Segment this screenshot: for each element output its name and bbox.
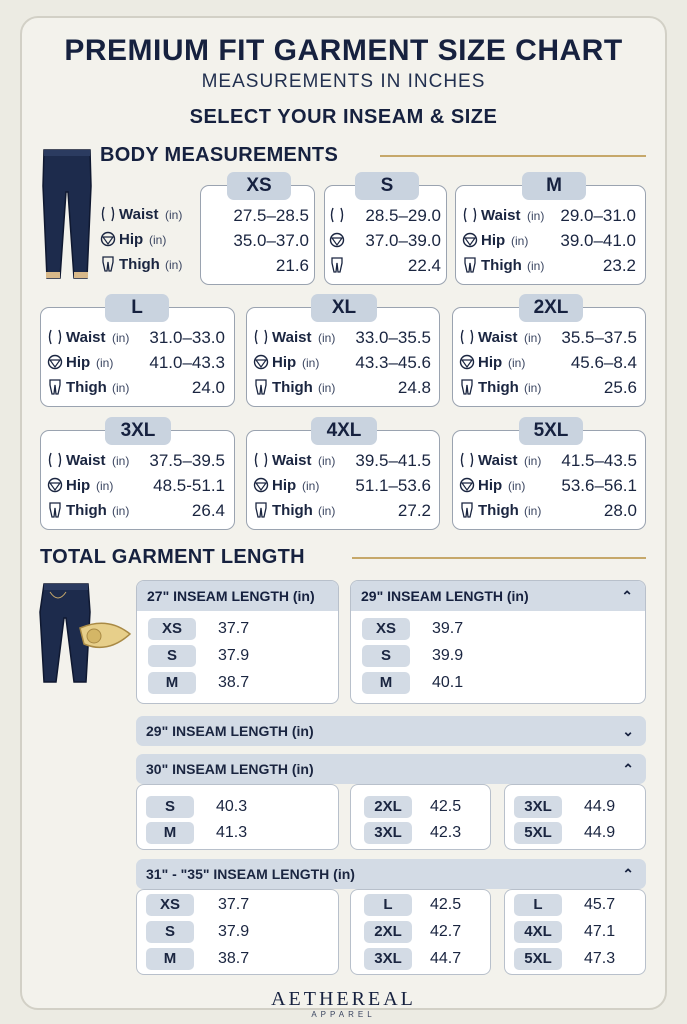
hip-label: Hip [272, 354, 297, 371]
unit-label: (in) [112, 331, 130, 345]
length-value: 38.7 [218, 674, 250, 691]
unit-label: (in) [508, 479, 526, 493]
thigh-icon [459, 502, 475, 518]
size-card-2xl[interactable] [452, 297, 646, 407]
thigh-label: Thigh [478, 502, 519, 519]
waist-icon [459, 452, 475, 468]
hip-icon [329, 232, 345, 248]
length-value: 42.7 [430, 923, 462, 940]
hip-icon [253, 477, 269, 493]
waist-label: Waist [66, 452, 106, 469]
size-tab[interactable]: XS [227, 172, 291, 200]
size-pill[interactable]: 2XL [364, 796, 412, 818]
unit-label: (in) [149, 233, 167, 247]
unit-label: (in) [524, 454, 542, 468]
page-title: PREMIUM FIT GARMENT SIZE CHART [64, 34, 623, 67]
thigh-value: 28.0 [603, 501, 637, 520]
waist-label: Waist [272, 329, 312, 346]
waist-icon [47, 329, 63, 345]
length-value: 42.5 [430, 896, 462, 913]
waist-row [41, 449, 234, 473]
unit-label: (in) [112, 454, 130, 468]
size-tab[interactable]: 2XL [519, 294, 583, 322]
hip-icon [47, 354, 63, 370]
hip-label: Hip [66, 354, 91, 371]
size-pill[interactable]: M [362, 672, 410, 694]
xs-waist-legend [100, 203, 198, 227]
waist-icon [47, 452, 63, 468]
thigh-value: 27.2 [397, 501, 431, 520]
chevron-up-icon[interactable]: ⌃ [621, 588, 633, 604]
hip-row [247, 474, 439, 498]
waist-row [201, 204, 314, 228]
thigh-row [453, 376, 645, 400]
length-value: 40.1 [432, 674, 464, 691]
length-value: 40.3 [216, 798, 248, 815]
hip-label: Hip [119, 231, 144, 248]
unit-label: (in) [318, 381, 336, 395]
hip-label: Hip [478, 354, 503, 371]
size-pill[interactable]: XS [148, 618, 196, 640]
hip-row [41, 351, 234, 375]
waist-value: 35.5–37.5 [561, 328, 637, 347]
unit-label: (in) [165, 258, 183, 272]
leggings-icon [38, 146, 96, 282]
waist-icon [100, 206, 116, 222]
chevron-up-icon[interactable]: ⌃ [622, 866, 634, 882]
hip-value: 37.0–39.0 [365, 231, 441, 250]
unit-label: (in) [302, 479, 320, 493]
chevron-up-icon[interactable]: ⌃ [622, 761, 634, 777]
size-pill[interactable]: XS [362, 618, 410, 640]
size-pill[interactable]: 3XL [364, 822, 412, 844]
size-pill[interactable]: S [362, 645, 410, 667]
size-pill[interactable]: M [146, 948, 194, 970]
thigh-icon [47, 379, 63, 395]
length-value: 47.3 [584, 950, 616, 967]
length-value: 42.3 [430, 824, 462, 841]
size-pill[interactable]: 4XL [514, 921, 562, 943]
page-subtitle: MEASUREMENTS IN INCHES [201, 71, 486, 92]
hip-icon [459, 354, 475, 370]
inseam-29-label: 29" INSEAM LENGTH (in) [361, 588, 529, 604]
size-card-xs[interactable] [200, 175, 315, 285]
size-pill[interactable]: XS [146, 894, 194, 916]
size-pill[interactable]: S [148, 645, 196, 667]
hip-row [201, 229, 314, 253]
thigh-value: 22.4 [407, 256, 441, 275]
thigh-label: Thigh [66, 502, 107, 519]
hip-value: 35.0–37.0 [233, 231, 309, 250]
size-pill[interactable]: 2XL [364, 921, 412, 943]
thigh-value: 21.6 [275, 256, 309, 275]
size-tab[interactable]: S [355, 172, 419, 200]
thigh-row [247, 376, 439, 400]
thigh-label: Thigh [478, 379, 519, 396]
thigh-row [41, 499, 234, 523]
unit-label: (in) [527, 209, 545, 223]
size-tab[interactable]: L [105, 294, 169, 322]
length-value: 42.5 [430, 798, 462, 815]
size-pill[interactable]: L [364, 894, 412, 916]
hip-row [41, 474, 234, 498]
size-pill[interactable]: S [146, 796, 194, 818]
thigh-icon [329, 257, 345, 273]
divider [352, 557, 646, 559]
waist-row [325, 204, 446, 228]
size-tab[interactable]: 3XL [105, 417, 171, 445]
unit-label: (in) [112, 381, 130, 395]
jeans-tape-icon [38, 582, 134, 686]
waist-icon [462, 207, 478, 223]
unit-label: (in) [508, 356, 526, 370]
waist-value: 33.0–35.5 [355, 328, 431, 347]
waist-value: 28.5–29.0 [365, 206, 441, 225]
hip-value: 51.1–53.6 [355, 476, 431, 495]
waist-label: Waist [478, 329, 518, 346]
waist-label: Waist [272, 452, 312, 469]
size-pill[interactable]: 5XL [514, 948, 562, 970]
waist-icon [459, 329, 475, 345]
hip-value: 39.0–41.0 [560, 231, 636, 250]
hip-value: 43.3–45.6 [355, 353, 431, 372]
waist-label: Waist [481, 207, 521, 224]
hip-icon [100, 231, 116, 247]
size-card-3xl[interactable] [40, 420, 235, 530]
thigh-row [456, 254, 645, 278]
hip-row [456, 229, 645, 253]
waist-label: Waist [119, 206, 159, 223]
unit-label: (in) [524, 504, 542, 518]
xs-thigh-legend [100, 253, 198, 277]
divider [380, 155, 646, 157]
waist-row [453, 449, 645, 473]
chevron-down-icon[interactable]: ⌄ [622, 723, 634, 739]
thigh-label: Thigh [119, 256, 160, 273]
hip-row [325, 229, 446, 253]
size-card-5xl[interactable] [452, 420, 646, 530]
waist-value: 37.5–39.5 [149, 451, 225, 470]
size-pill[interactable]: M [148, 672, 196, 694]
unit-label: (in) [524, 331, 542, 345]
hip-value: 45.6–8.4 [570, 353, 637, 372]
waist-row [247, 449, 439, 473]
thigh-icon [47, 502, 63, 518]
hip-value: 41.0–43.3 [149, 353, 225, 372]
length-value: 44.9 [584, 798, 616, 815]
unit-label: (in) [112, 504, 130, 518]
thigh-value: 24.8 [397, 378, 431, 397]
body-measurements-heading: BODY MEASUREMENTS [100, 144, 339, 166]
unit-label: (in) [302, 356, 320, 370]
unit-label: (in) [527, 259, 545, 273]
waist-row [456, 204, 645, 228]
thigh-icon [459, 379, 475, 395]
size-pill[interactable]: S [146, 921, 194, 943]
unit-label: (in) [318, 504, 336, 518]
length-value: 39.9 [432, 647, 464, 664]
hip-row [453, 351, 645, 375]
inseam-29-title[interactable] [351, 581, 645, 611]
thigh-row [41, 376, 234, 400]
size-tab[interactable]: M [522, 172, 586, 200]
garment-length-heading: TOTAL GARMENT LENGTH [40, 546, 305, 568]
waist-icon [253, 452, 269, 468]
thigh-label: Thigh [481, 257, 522, 274]
size-card-xl[interactable] [246, 297, 440, 407]
thigh-label: Thigh [272, 379, 313, 396]
unit-label: (in) [318, 331, 336, 345]
thigh-row [325, 254, 446, 278]
waist-value: 27.5–28.5 [233, 206, 309, 225]
waist-row [41, 326, 234, 350]
size-pill[interactable]: 3XL [514, 796, 562, 818]
length-value: 45.7 [584, 896, 616, 913]
hip-icon [253, 354, 269, 370]
length-value: 44.9 [584, 824, 616, 841]
unit-label: (in) [96, 356, 114, 370]
unit-label: (in) [96, 479, 114, 493]
size-pill[interactable]: 5XL [514, 822, 562, 844]
hip-row [247, 351, 439, 375]
hip-icon [47, 477, 63, 493]
inseam-30-label: 30" INSEAM LENGTH (in) [146, 761, 314, 777]
length-value: 37.9 [218, 647, 250, 664]
thigh-icon [100, 256, 116, 272]
inseam-31-35-label: 31" - "35" INSEAM LENGTH (in) [146, 866, 355, 882]
waist-value: 29.0–31.0 [560, 206, 636, 225]
length-value: 39.7 [432, 620, 464, 637]
thigh-label: Thigh [66, 379, 107, 396]
waist-label: Waist [66, 329, 106, 346]
hip-label: Hip [272, 477, 297, 494]
waist-row [453, 326, 645, 350]
hip-row [453, 474, 645, 498]
inseam-30-bar[interactable] [136, 754, 646, 784]
thigh-row [453, 499, 645, 523]
thigh-row [247, 499, 439, 523]
waist-label: Waist [478, 452, 518, 469]
waist-value: 31.0–33.0 [149, 328, 225, 347]
length-value: 41.3 [216, 824, 248, 841]
unit-label: (in) [524, 381, 542, 395]
inseam-27-title: 27" INSEAM LENGTH (in) [137, 581, 338, 611]
brand-logo: AETHEREAL [271, 988, 416, 1010]
thigh-value: 24.0 [191, 378, 225, 397]
length-value: 47.1 [584, 923, 616, 940]
hip-value: 48.5-51.1 [153, 476, 225, 495]
select-instruction: SELECT YOUR INSEAM & SIZE [189, 106, 498, 128]
thigh-icon [253, 379, 269, 395]
length-value: 44.7 [430, 950, 462, 967]
length-value: 37.7 [218, 620, 250, 637]
size-card-s[interactable] [324, 175, 447, 285]
inseam-29-collapsed-bar[interactable] [136, 716, 646, 746]
size-card-4xl[interactable] [246, 420, 440, 530]
xs-hip-legend [100, 228, 198, 252]
thigh-label: Thigh [272, 502, 313, 519]
length-value: 38.7 [218, 950, 250, 967]
waist-row [247, 326, 439, 350]
thigh-value: 23.2 [602, 256, 636, 275]
hip-label: Hip [481, 232, 506, 249]
hip-label: Hip [478, 477, 503, 494]
waist-value: 39.5–41.5 [355, 451, 431, 470]
size-tab[interactable]: 5XL [519, 417, 583, 445]
thigh-icon [462, 257, 478, 273]
size-pill[interactable]: L [514, 894, 562, 916]
unit-label: (in) [318, 454, 336, 468]
brand-subtitle: APPAREL [311, 1010, 376, 1019]
size-card-m[interactable] [455, 175, 646, 285]
waist-icon [253, 329, 269, 345]
size-card-l[interactable] [40, 297, 235, 407]
hip-icon [459, 477, 475, 493]
thigh-icon [253, 502, 269, 518]
size-tab[interactable]: 4XL [311, 417, 377, 445]
length-value: 37.9 [218, 923, 250, 940]
length-value: 37.7 [218, 896, 250, 913]
size-pill[interactable]: 3XL [364, 948, 412, 970]
waist-icon [329, 207, 345, 223]
waist-value: 41.5–43.5 [561, 451, 637, 470]
size-tab[interactable]: XL [311, 294, 377, 322]
unit-label: (in) [165, 208, 183, 222]
thigh-value: 26.4 [191, 501, 225, 520]
hip-icon [462, 232, 478, 248]
hip-value: 53.6–56.1 [561, 476, 637, 495]
hip-label: Hip [66, 477, 91, 494]
size-pill[interactable]: M [146, 822, 194, 844]
inseam-29-bar-label: 29" INSEAM LENGTH (in) [146, 723, 314, 739]
thigh-value: 25.6 [603, 378, 637, 397]
unit-label: (in) [511, 234, 529, 248]
thigh-row [201, 254, 314, 278]
inseam-31-35-bar[interactable] [136, 859, 646, 889]
